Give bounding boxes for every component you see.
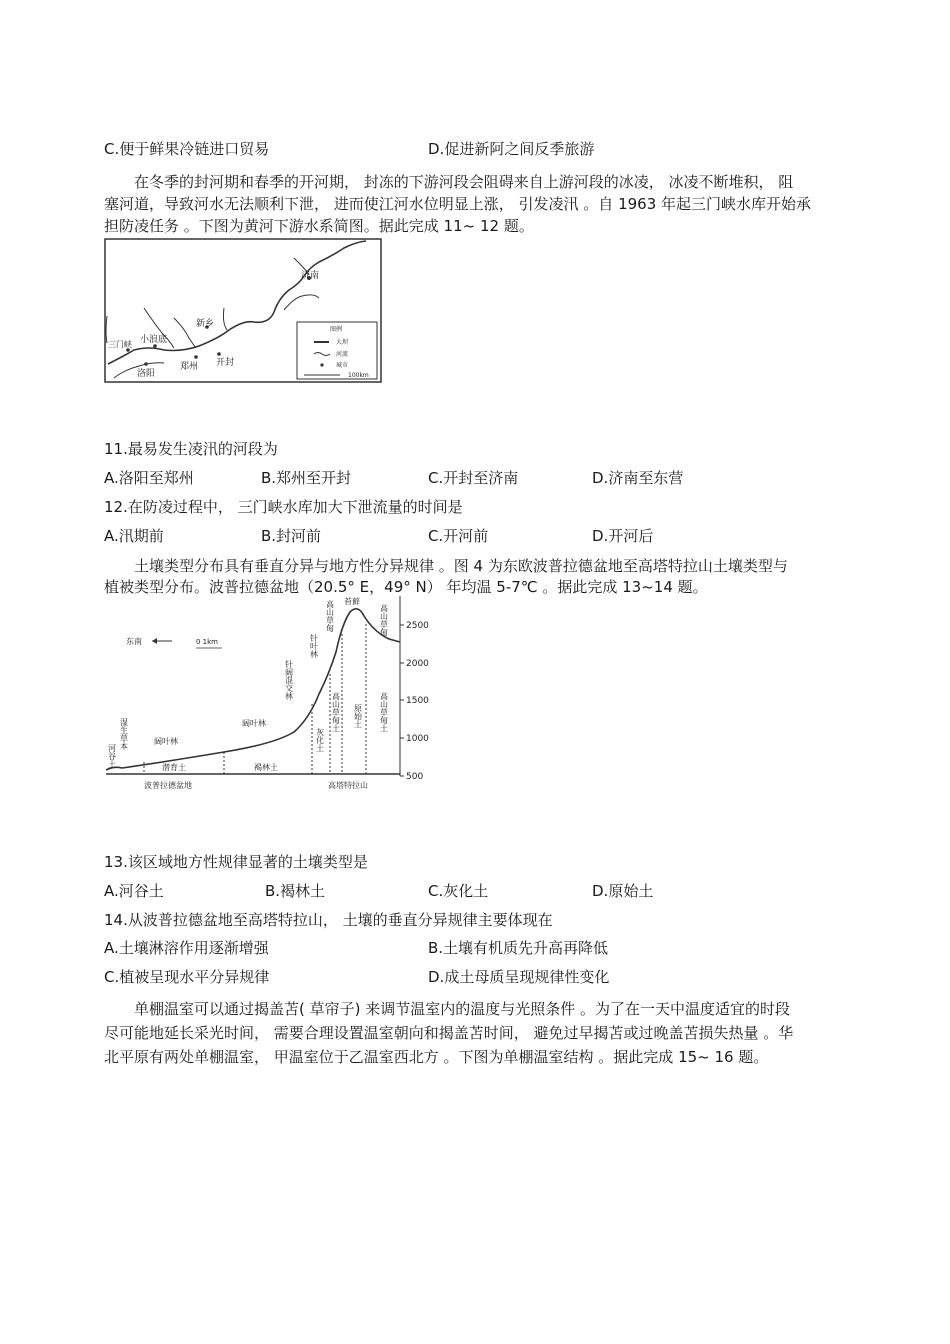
q14-option-b[interactable]: B.土壤有机质先升高再降低 bbox=[428, 939, 609, 957]
passage1-line1: 在冬季的封河期和春季的开河期， 封冻的下游河段会阻碍来自上游河段的冰凌， 冰凌不断堆积， 阻 bbox=[134, 173, 794, 191]
legend-scale: 100km bbox=[348, 372, 369, 379]
legend-city: 城市 bbox=[336, 362, 349, 369]
q14-stem: 14.从波普拉德盆地至高塔特拉山， 土壤的垂直分异规律主要体现在 bbox=[104, 911, 553, 929]
q13-option-a[interactable]: A.河谷土 bbox=[104, 882, 164, 900]
q12-option-d[interactable]: D.开河后 bbox=[592, 527, 654, 545]
passage1-line2: 塞河道，导致河水无法顺利下泄， 进而使江河水位明显上涨， 引发凌汛 。自 1963 年起三门峡水库开始承 bbox=[104, 195, 812, 213]
option-c-top: C.便于鲜果冷链进口贸易 bbox=[104, 140, 270, 158]
veg-mixed-forest: 针阔混交林 bbox=[284, 660, 294, 700]
passage2-line1: 土壤类型分布具有垂直分异与地方性分异规律 。图 4 为东欧波普拉德盆地至高塔特拉山土壤类型与 bbox=[134, 557, 788, 575]
q12-stem: 12.在防凌过程中， 三门峡水库加大下泄流量的时间是 bbox=[104, 498, 463, 516]
city-jinan: 济南 bbox=[301, 271, 320, 281]
q14-option-d[interactable]: D.成土母质呈现规律性变化 bbox=[428, 968, 610, 986]
veg-broadleaf-2: 阔叶林 bbox=[242, 719, 266, 728]
soil-alpine-meadow-1: 高山草甸土 bbox=[331, 692, 341, 732]
q13-option-c[interactable]: C.灰化土 bbox=[428, 882, 489, 900]
city-kaifeng: 开封 bbox=[216, 358, 235, 368]
label-popradbasin: 波普拉德盆地 bbox=[144, 781, 192, 790]
soil-alpine-meadow-2: 高山草甸土 bbox=[379, 692, 389, 732]
veg-broadleaf-1: 阔叶林 bbox=[154, 737, 178, 746]
passage3-line1: 单棚温室可以通过揭盖苫( 草帘子) 来调节温室内的温度与光照条件 。为了在一天中温度适宜的时段 bbox=[134, 1000, 791, 1018]
y-tick-1500: 1500 bbox=[406, 696, 429, 706]
q12-option-b[interactable]: B.封河前 bbox=[261, 527, 322, 545]
city-sanmenxia: 三门峡 bbox=[108, 340, 132, 349]
scale-label: 0 1km bbox=[196, 638, 219, 646]
passage2-line2: 植被类型分布。波普拉德盆地（20.5° E，49° N） 年均温 5-7℃ 。据此完成 13~14 题。 bbox=[104, 578, 708, 596]
y-tick-2000: 2000 bbox=[406, 659, 429, 669]
yellow-river-map bbox=[104, 238, 384, 388]
passage3-line3: 北平原有两处单棚温室， 甲温室位于乙温室西北方 。下图为单棚温室结构 。据此完成 15~ 16 题。 bbox=[104, 1048, 769, 1066]
q11-option-a[interactable]: A.洛阳至郑州 bbox=[104, 469, 194, 487]
veg-moss: 苔藓 bbox=[344, 597, 360, 606]
legend-dam: 大坝 bbox=[336, 339, 349, 346]
city-luoyang: 洛阳 bbox=[137, 369, 156, 379]
q12-option-a[interactable]: A.汛期前 bbox=[104, 527, 164, 545]
q11-option-b[interactable]: B.郑州至开封 bbox=[261, 469, 352, 487]
soil-podzol: 灰化土 bbox=[315, 728, 325, 752]
q13-stem: 13.该区域地方性规律显著的土壤类型是 bbox=[104, 853, 368, 871]
veg-alpine-meadow-2: 高山草甸 bbox=[379, 604, 389, 636]
soil-primitive: 原始土 bbox=[353, 704, 363, 728]
direction-label: 东南 bbox=[126, 637, 142, 646]
soil-brown-forest: 褐林土 bbox=[254, 763, 278, 772]
q11-option-c[interactable]: C.开封至济南 bbox=[428, 469, 519, 487]
soil-gley: 潜育土 bbox=[162, 763, 186, 772]
passage3-line2: 尽可能地延长采光时间， 需要合理设置温室朝向和揭盖苫时间， 避免过早揭苫或过晚盖苫损失热量 。华 bbox=[104, 1024, 794, 1042]
q14-option-c[interactable]: C.植被呈现水平分异规律 bbox=[104, 968, 270, 986]
label-hightatras: 高塔特拉山 bbox=[328, 781, 368, 790]
soil-profile-figure bbox=[104, 594, 434, 798]
veg-alpine-meadow-1: 高山草甸 bbox=[325, 600, 335, 632]
city-xiaolangdi: 小浪底 bbox=[140, 335, 168, 345]
option-d-top: D.促进新阿之间反季旅游 bbox=[428, 140, 595, 158]
y-tick-2500: 2500 bbox=[406, 621, 429, 631]
y-tick-500: 500 bbox=[406, 772, 424, 782]
veg-conifer: 针叶林 bbox=[309, 634, 319, 658]
q13-option-b[interactable]: B.褐林土 bbox=[265, 882, 326, 900]
legend-river: 河流 bbox=[336, 351, 349, 358]
q12-option-c[interactable]: C.开河前 bbox=[428, 527, 489, 545]
q11-stem: 11.最易发生凌汛的河段为 bbox=[104, 440, 278, 458]
city-xinxiang: 新乡 bbox=[196, 319, 215, 329]
legend-title: 图例 bbox=[330, 326, 343, 333]
soil-valley: 河谷土 bbox=[107, 744, 117, 768]
q13-option-d[interactable]: D.原始土 bbox=[592, 882, 654, 900]
city-zhengzhou: 郑州 bbox=[180, 362, 199, 372]
veg-wet-grass: 湿生草本 bbox=[119, 718, 129, 750]
passage1-line3: 担防凌任务 。下图为黄河下游水系简图。据此完成 11~ 12 题。 bbox=[104, 217, 534, 235]
y-tick-1000: 1000 bbox=[406, 734, 429, 744]
q11-option-d[interactable]: D.济南至东营 bbox=[592, 469, 684, 487]
q14-option-a[interactable]: A.土壤淋溶作用逐渐增强 bbox=[104, 939, 269, 957]
